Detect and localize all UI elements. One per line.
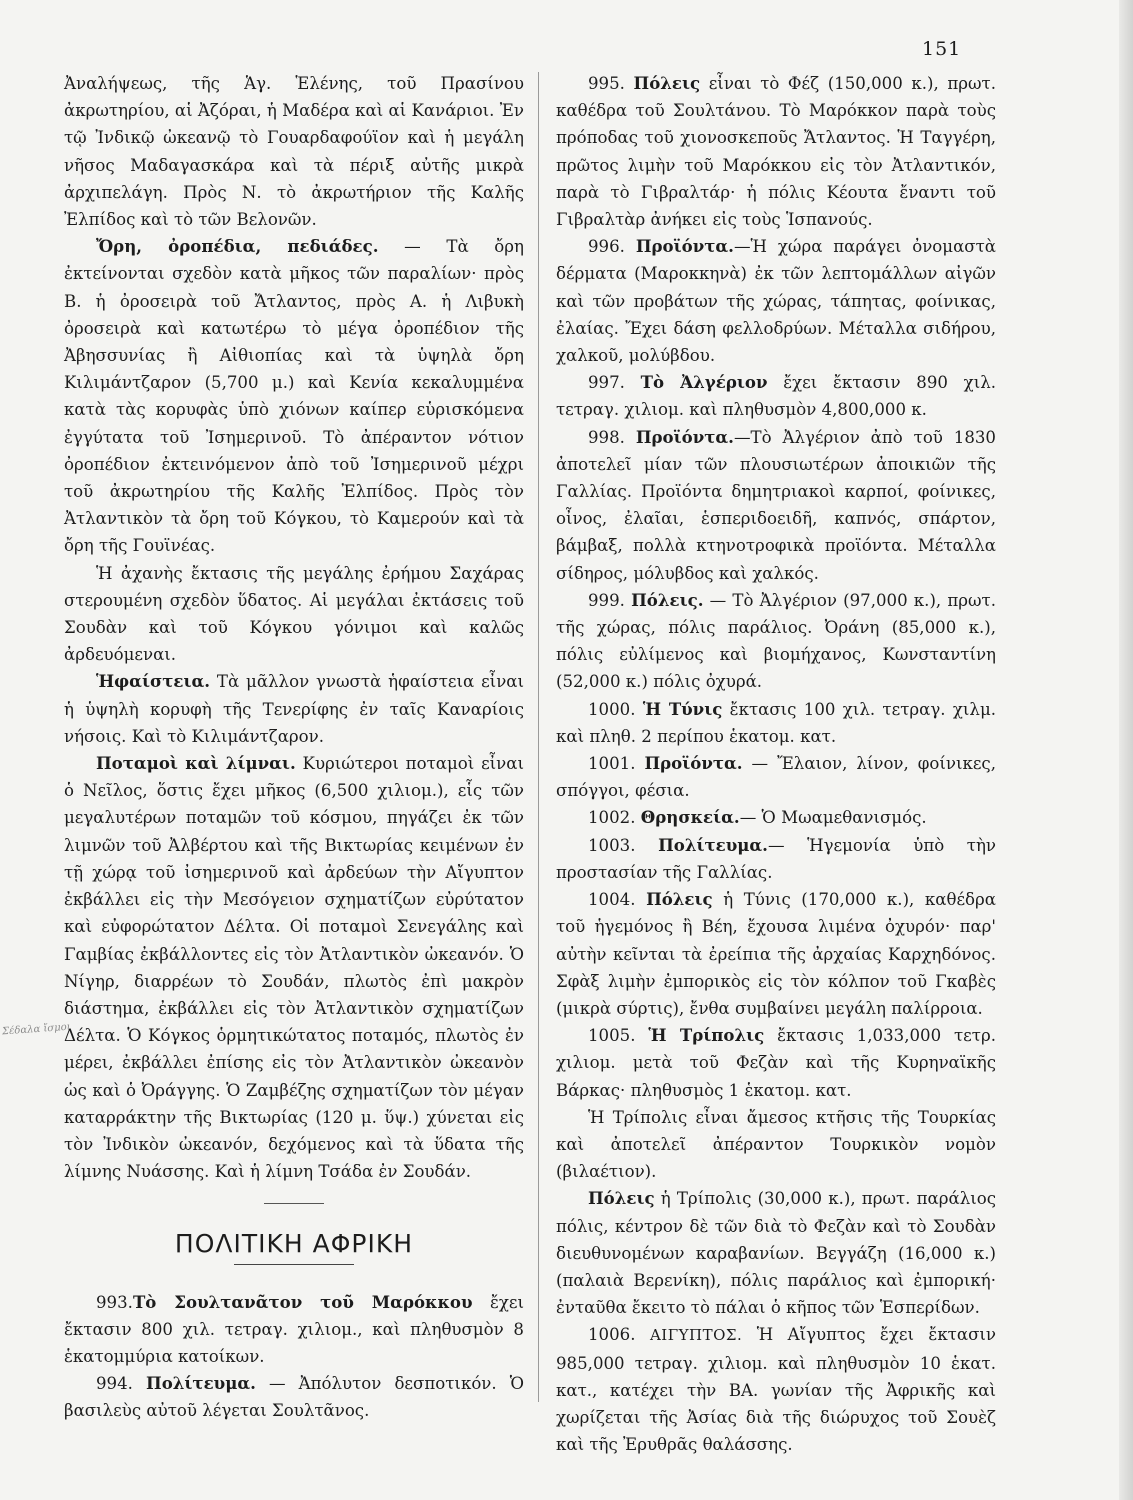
paragraph-1006	[556, 1321, 996, 1458]
paragraph-tripoli-cities	[556, 1185, 996, 1321]
number-1006: 1006.	[588, 1325, 636, 1345]
heading-algeria: Τὸ Ἀλγέριον	[640, 372, 768, 393]
heading-products-morocco: Προϊόντα.	[635, 236, 734, 257]
heading-cities-algeria: Πόλεις.	[631, 589, 704, 610]
text-993: ἔχει ἔκτασιν 800 χιλ. τετραγ. χιλιομ., καὶ πληθυσμὸν 8 ἑκατομμύρια κατοίκων.	[64, 1292, 525, 1366]
column-divider	[538, 72, 539, 1402]
paragraph-995	[556, 70, 996, 233]
heading-tunis: Ἡ Τύνις	[642, 698, 723, 719]
paragraph-1004	[556, 886, 996, 1022]
heading-rivers: Ποταμοὶ καὶ λίμναι.	[96, 753, 296, 774]
paragraph-997	[556, 369, 996, 423]
paragraph-rivers	[64, 750, 524, 1185]
paragraph-996	[556, 233, 996, 369]
heading-tripoli: Ἡ Τρίπολις	[648, 1025, 765, 1046]
section-title: ΠΟΛΙΤΙΚΗ ΑΦΡΙΚΗ	[174, 1229, 414, 1259]
text-996: —Ἡ χώρα παράγει ὀνομαστὰ δέρματα (Μαροκκηνὰ) ἐκ τῶν λεπτομάλλων αἰγῶν καὶ τῶν προβάτων τῆς χώρας, τάπητας, φοίνικας, ἐλαίας. Ἔχει δάση φελλοδρύων. Μέταλλα σιδήρου, χαλκοῦ, μολύβδου.	[556, 237, 996, 366]
paragraph-1000	[556, 696, 996, 750]
title-rule	[234, 1264, 354, 1265]
text-volcanoes: Τὰ μᾶλλον γνωστὰ ἡφαίστεια εἶναι ἡ ὑψηλὴ κορυφὴ τῆς Τενερίφης ἐν ταῖς Καναρίοις νήσοις. Καὶ τὸ Κιλιμάντζαρον.	[64, 672, 524, 746]
paragraph-sahara: Ἡ ἀχανὴς ἔκτασις τῆς μεγάλης ἐρήμου Σαχάρας στερουμένη σχεδὸν ὕδατος. Αἱ μεγάλαι ἐκτάσεις τοῦ Σουδὰν καὶ τοῦ Κόγκου γόνιμοι καὶ καλῶς ἀρδευόμεναι.	[64, 563, 524, 665]
number-1005: 1005.	[588, 1026, 636, 1046]
paragraph-998	[556, 424, 996, 587]
text-tripoli-cities: ἡ Τρίπολις (30,000 κ.), πρωτ. παράλιος πόλις, κέντρον δὲ τῶν διὰ τὸ Φεζὰν καὶ τὸ Σουδὰν διευθυνομένων καραβανίων. Βεγγάζη (16,000 κ.) (παλαιὰ Βερενίκη), πόλις παράλιος καὶ ἐμπορική· ἐνταῦθα ἔκειτο τὸ πάλαι ὁ κῆπος τῶν Ἑσπερίδων.	[556, 1189, 996, 1318]
number-998: 998.	[588, 427, 625, 447]
text-994: — Ἀπόλυτον δεσποτικόν. Ὁ βασιλεὺς αὐτοῦ λέγεται Σουλτᾶνος.	[64, 1374, 524, 1421]
text-1004: ἡ Τύνις (170,000 κ.), καθέδρα τοῦ ἡγεμόνος ἢ Βέη, ἔχουσα λιμένα ὀχυρόν· παρ' αὐτὴν κεῖνται τὰ ἐρείπια τῆς ἀρχαίας Καρχηδόνος. Σφὰξ λιμὴν ἐμπορικὸς εἰς τὸν κόλπον τοῦ Γκαβὲς (μικρὰ σύρτις), ἔνθα συμβαίνει μεγάλη παλίρροια.	[556, 890, 996, 1018]
paragraph-1005	[556, 1022, 996, 1104]
heading-mountains: Ὄρη, ὀροπέδια, πεδιάδες.	[96, 236, 379, 257]
paragraph-volcanoes	[64, 668, 524, 750]
left-column	[64, 70, 524, 1425]
paragraph-1003	[556, 832, 996, 886]
heading-products-tunis: Προϊόντα.	[644, 753, 743, 774]
text-1001: — Ἔλαιον, λίνον, φοίνικες, σπόγγοι, φέσια.	[556, 754, 996, 801]
title-rule-top	[264, 1203, 324, 1204]
paragraph-tripoli-status: Ἡ Τρίπολις εἶναι ἄμεσος κτῆσις τῆς Τουρκίας καὶ ἀποτελεῖ ἀπέραντον Τουρκικὸν νομὸν (βιλαέτιον).	[556, 1107, 996, 1182]
text-1002: — Ὁ Μωαμεθανισμός.	[739, 808, 927, 828]
number-1001: 1001.	[588, 754, 636, 774]
paragraph-mountains	[64, 233, 524, 559]
paragraph-1002	[556, 804, 996, 831]
number-993: 993.	[96, 1292, 133, 1312]
text-1006: Ἡ Αἴγυπτος ἔχει ἔκτασιν 985,000 τετραγ. χιλιομ. καὶ πληθυσμὸν 10 ἑκατ. κατ., κατέχει τὴν ΒΑ. γωνίαν τῆς Ἀφρικῆς καὶ χωρίζεται τῆς Ἀσίας διὰ τῆς διώρυχος τοῦ Σουὲζ καὶ τῆς Ἐρυθρᾶς θαλάσσης.	[556, 1325, 996, 1455]
page-edge	[1119, 0, 1133, 1500]
text-1005: ἔκτασις 1,033,000 τετρ. χιλιομ. μετὰ τοῦ Φεζὰν καὶ τῆς Κυρηναϊκῆς Βάρκας· πληθυσμὸς 1 ἑκατομ. κατ.	[556, 1026, 996, 1100]
number-995: 995.	[588, 74, 625, 93]
heading-polity-morocco: Πολίτευμα.	[146, 1373, 256, 1394]
text-rivers: Κυριώτεροι ποταμοὶ εἶναι ὁ Νεῖλος, ὅστις ἔχει μῆκος (6,500 χιλιομ.), εἷς τῶν μεγαλυτέρων ποταμῶν τοῦ κόσμου, πηγάζει ἐκ τῶν λιμνῶν τοῦ Ἀλβέρτου καὶ τῆς Βικτωρίας κειμένων ἐν τῇ χώρᾳ τοῦ ἰσημερινοῦ καὶ ἀρδεύων τὴν Αἴγυπτον ἐκβάλλει εἰς τὴν Μεσόγειον σχηματίζων εὐρύτατον καὶ εὐφορώτατον Δέλτα. Οἱ ποταμοὶ Σενεγάλης καὶ Γαμβίας ἐκβάλλοντες εἰς τὸν Ἀτλαντικὸν ὠκεανόν. Ὁ Νίγηρ, διαρρέων τὸ Σουδάν, πλωτὸς ἐπὶ μακρὸν διάστημα, ἐκβάλλει εἰς τὸν Ἀτλαντικὸν σχηματίζων Δέλτα. Ὁ Κόγκος ὁρμητικώτατος ποταμός, πλωτὸς ἐν μέρει, ἐκβάλλει ἐπίσης εἰς τὸν Ἀτλαντικὸν ὠκεανὸν ὡς καὶ ὁ Ὀράγγης. Ὁ Ζαμβέζης σχηματίζων τὸν μέγαν καταρράκτην τῆς Βικτωρίας (120 μ. ὕψ.) χύνεται εἰς τὸν Ἰνδικὸν ὠκεανόν, δεχόμενος καὶ τὰ ὕδατα τῆς λίμνης Νυάσσης. Καὶ ἡ λίμνη Τσάδα ἐν Σουδάν.	[64, 754, 524, 1182]
paragraph-capes: Ἀναλήψεως, τῆς Ἁγ. Ἑλένης, τοῦ Πρασίνου ἀκρωτηρίου, αἱ Ἀζόραι, ἡ Μαδέρα καὶ αἱ Κανάριοι. Ἐν τῷ Ἰνδικῷ ὠκεανῷ τὸ Γουαρδαφούϊον καὶ ἡ μεγάλη νῆσος Μαδαγασκάρα καὶ τὰ πέριξ αὐτῆς μικρὰ ἀρχιπελάγη. Πρὸς Ν. τὸ ἀκρωτήριον τῆς Καλῆς Ἐλπίδος καὶ τὸ τῶν Βελονῶν.	[64, 74, 524, 230]
paragraph-993	[64, 1289, 524, 1371]
heading-religion: Θρησκεία.	[640, 807, 740, 828]
number-1003: 1003.	[588, 835, 636, 855]
number-994: 994.	[96, 1374, 133, 1394]
right-column	[556, 70, 996, 1458]
heading-cities-morocco: Πόλεις	[633, 73, 701, 93]
heading-cities-tunis: Πόλεις	[646, 889, 713, 910]
text-mountains: — Τὰ ὄρη ἐκτείνονται σχεδὸν κατὰ μῆκος τῶν παραλίων· πρὸς Β. ἡ ὀροσειρὰ τοῦ Ἄτλαντος, πρὸς Α. ἡ Λιβυκὴ ὀροσειρὰ καὶ κατωτέρω τὸ μέγα ὀροπέδιον τῆς Ἀβησσυνίας ἢ Αἰθιοπίας καὶ τὰ ὑψηλὰ ὄρη Κιλιμάντζαρον (5,700 μ.) καὶ Κενία κεκαλυμμένα κατὰ τὰς κορυφὰς ὑπὸ χιόνων καίπερ εὑρισκόμενα ἐγγύτατα τοῦ Ἰσημερινοῦ. Τὸ ἀπέραντον νότιον ὀροπέδιον ἐκτεινόμενον ἀπὸ τοῦ Ἰσημερινοῦ μέχρι τοῦ ἀκρωτηρίου τῆς Καλῆς Ἐλπίδος. Πρὸς τὸν Ἀτλαντικὸν τὰ ὄρη τοῦ Κόγκου, τὸ Καμερούν καὶ τὰ ὄρη τῆς Γουϊνέας.	[64, 237, 524, 556]
number-1004: 1004.	[588, 890, 636, 910]
text-995: εἶναι τὸ Φέζ (150,000 κ.), πρωτ. καθέδρα τοῦ Σουλτάνου. Τὸ Μαρόκκον παρὰ τοὺς πρόποδας τοῦ χιονοσκεποῦς Ἄτλαντος. Ἡ Ταγγέρη, πρῶτος λιμὴν τοῦ Μαρόκκου εἰς τὸν Ἀτλαντικόν, παρὰ τὸ Γιβραλτάρ· ἡ πόλις Κέουτα ἔναντι τοῦ Γιβραλτὰρ ἀνήκει εἰς τοὺς Ἱσπανούς.	[556, 74, 996, 230]
paragraph-994	[64, 1370, 524, 1424]
text-997: ἔχει ἔκτασιν 890 χιλ. τετραγ. χιλιομ. καὶ πληθυσμὸν 4,800,000 κ.	[556, 373, 996, 420]
heading-egypt: ΑΙΓΥΠΤΟΣ.	[649, 1326, 743, 1345]
page-number: 151	[922, 38, 962, 60]
heading-products-algeria: Προϊόντα.	[635, 426, 734, 447]
paragraph-1001	[556, 750, 996, 804]
paragraph-999	[556, 587, 996, 696]
heading-polity-tunis: Πολίτευμα.	[658, 834, 768, 855]
text-1000: ἔκτασις 100 χιλ. τετραγ. χιλμ. καὶ πληθ. 2 περίπου ἑκατομ. κατ.	[556, 699, 997, 746]
number-996: 996.	[588, 237, 625, 257]
margin-handwritten-note: Σέδαλα ἴσμοι	[1, 1021, 71, 1038]
heading-cities-tripoli: Πόλεις	[588, 1188, 655, 1209]
text-999: — Τὸ Ἀλγέριον (97,000 κ.), πρωτ. τῆς χώρας, πόλις παράλιος. Ὀράνη (85,000 κ.), πόλις εὐλίμενος καὶ βιομήχανος, Κωνσταντίνη (52,000 κ.) πόλις ὀχυρά.	[556, 590, 996, 692]
number-1002: 1002.	[588, 808, 636, 828]
number-1000: 1000.	[588, 699, 636, 719]
number-999: 999.	[588, 590, 625, 610]
heading-morocco: Τὸ Σουλτανᾶτον τοῦ Μαρόκκου	[132, 1291, 473, 1312]
text-998: —Τὸ Ἀλγέριον ἀπὸ τοῦ 1830 ἀποτελεῖ μίαν τῶν πλουσιωτέρων ἀποικιῶν τῆς Γαλλίας. Προϊόντα δημητριακοὶ καρποί, φοίνικες, οἶνος, ἐλαῖαι, ἑσπεριδοειδῆ, καπνός, σπάρτον, βάμβαξ, πολλὰ κτηνοτροφικὰ προϊόντα. Μέταλλα σίδηρος, μόλυβδος καὶ χαλκός.	[556, 427, 996, 583]
text-1003: — Ἡγεμονία ὑπὸ τὴν προστασίαν τῆς Γαλλίας.	[556, 835, 996, 882]
heading-volcanoes: Ἡφαίστεια.	[96, 671, 211, 692]
number-997: 997.	[588, 373, 625, 393]
